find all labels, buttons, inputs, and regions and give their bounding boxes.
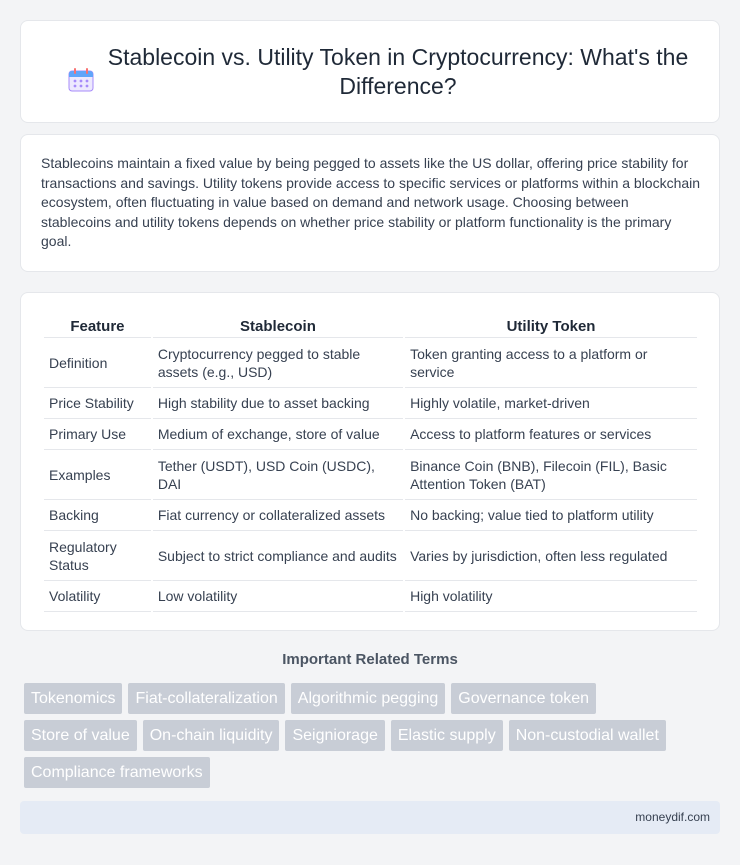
title-card	[20, 20, 720, 123]
feature-cell: Backing	[44, 500, 151, 531]
table-row	[44, 581, 697, 612]
table-row	[44, 388, 697, 419]
comparison-table	[42, 313, 699, 612]
feature-cell: Examples	[44, 450, 151, 500]
utility-token-cell: No backing; value tied to platform utility	[405, 500, 697, 531]
table-row	[44, 419, 697, 450]
utility-token-cell: Token granting access to a platform or service	[405, 338, 697, 388]
stablecoin-cell: Low volatility	[153, 581, 403, 612]
feature-cell: Primary Use	[44, 419, 151, 450]
utility-token-cell: Highly volatile, market-driven	[405, 388, 697, 419]
stablecoin-cell: Medium of exchange, store of value	[153, 419, 403, 450]
feature-cell: Regulatory Status	[44, 531, 151, 581]
intro-card	[20, 134, 720, 272]
feature-cell: Price Stability	[44, 388, 151, 419]
feature-cell: Volatility	[44, 581, 151, 612]
header-stablecoin: Stablecoin	[153, 313, 403, 338]
tag-store-of-value[interactable]: Store of value	[24, 720, 137, 751]
table-row	[44, 450, 697, 500]
table-row	[44, 500, 697, 531]
tag-seigniorage[interactable]: Seigniorage	[285, 720, 384, 751]
header-feature: Feature	[44, 313, 151, 338]
stablecoin-cell: High stability due to asset backing	[153, 388, 403, 419]
utility-token-cell: High volatility	[405, 581, 697, 612]
table-row	[44, 531, 697, 581]
footer-site-link[interactable]: moneydif.com	[635, 810, 710, 824]
tag-elastic-supply[interactable]: Elastic supply	[391, 720, 503, 751]
tag-tokenomics[interactable]: Tokenomics	[24, 683, 122, 714]
footer	[20, 801, 720, 834]
intro-paragraph: Stablecoins maintain a fixed value by being pegged to assets like the US dollar, offering price stability for transactions and savings. Utility tokens provide access to specific services or platforms within a blockchain ecosystem, often fluctuating in value based on demand and network usage. Choosing between stablecoins and utility tokens depends on whether price stability or platform functionality is the primary goal.	[41, 155, 701, 249]
related-terms-title: Important Related Terms	[282, 651, 458, 668]
stablecoin-cell: Cryptocurrency pegged to stable assets (e.g., USD)	[153, 338, 403, 388]
tag-non-custodial-wallet[interactable]: Non-custodial wallet	[509, 720, 666, 751]
utility-token-cell: Varies by jurisdiction, often less regulated	[405, 531, 697, 581]
tag-compliance-frameworks[interactable]: Compliance frameworks	[24, 757, 210, 788]
utility-token-cell: Binance Coin (BNB), Filecoin (FIL), Basic Attention Token (BAT)	[405, 450, 697, 500]
tag-on-chain-liquidity[interactable]: On-chain liquidity	[143, 720, 280, 751]
stablecoin-cell: Tether (USDT), USD Coin (USDC), DAI	[153, 450, 403, 500]
related-terms-list	[24, 683, 704, 788]
stablecoin-cell: Fiat currency or collateralized assets	[153, 500, 403, 531]
comparison-card	[20, 292, 720, 631]
stablecoin-cell: Subject to strict compliance and audits	[153, 531, 403, 581]
page-title: Stablecoin vs. Utility Token in Cryptocurrency: What's the Difference?	[107, 44, 689, 99]
header-utility-token: Utility Token	[405, 313, 697, 338]
utility-token-cell: Access to platform features or services	[405, 419, 697, 450]
tag-fiat-collateralization[interactable]: Fiat-collateralization	[128, 683, 284, 714]
tag-governance-token[interactable]: Governance token	[451, 683, 596, 714]
feature-cell: Definition	[44, 338, 151, 388]
tag-algorithmic-pegging[interactable]: Algorithmic pegging	[291, 683, 446, 714]
table-row	[44, 338, 697, 388]
